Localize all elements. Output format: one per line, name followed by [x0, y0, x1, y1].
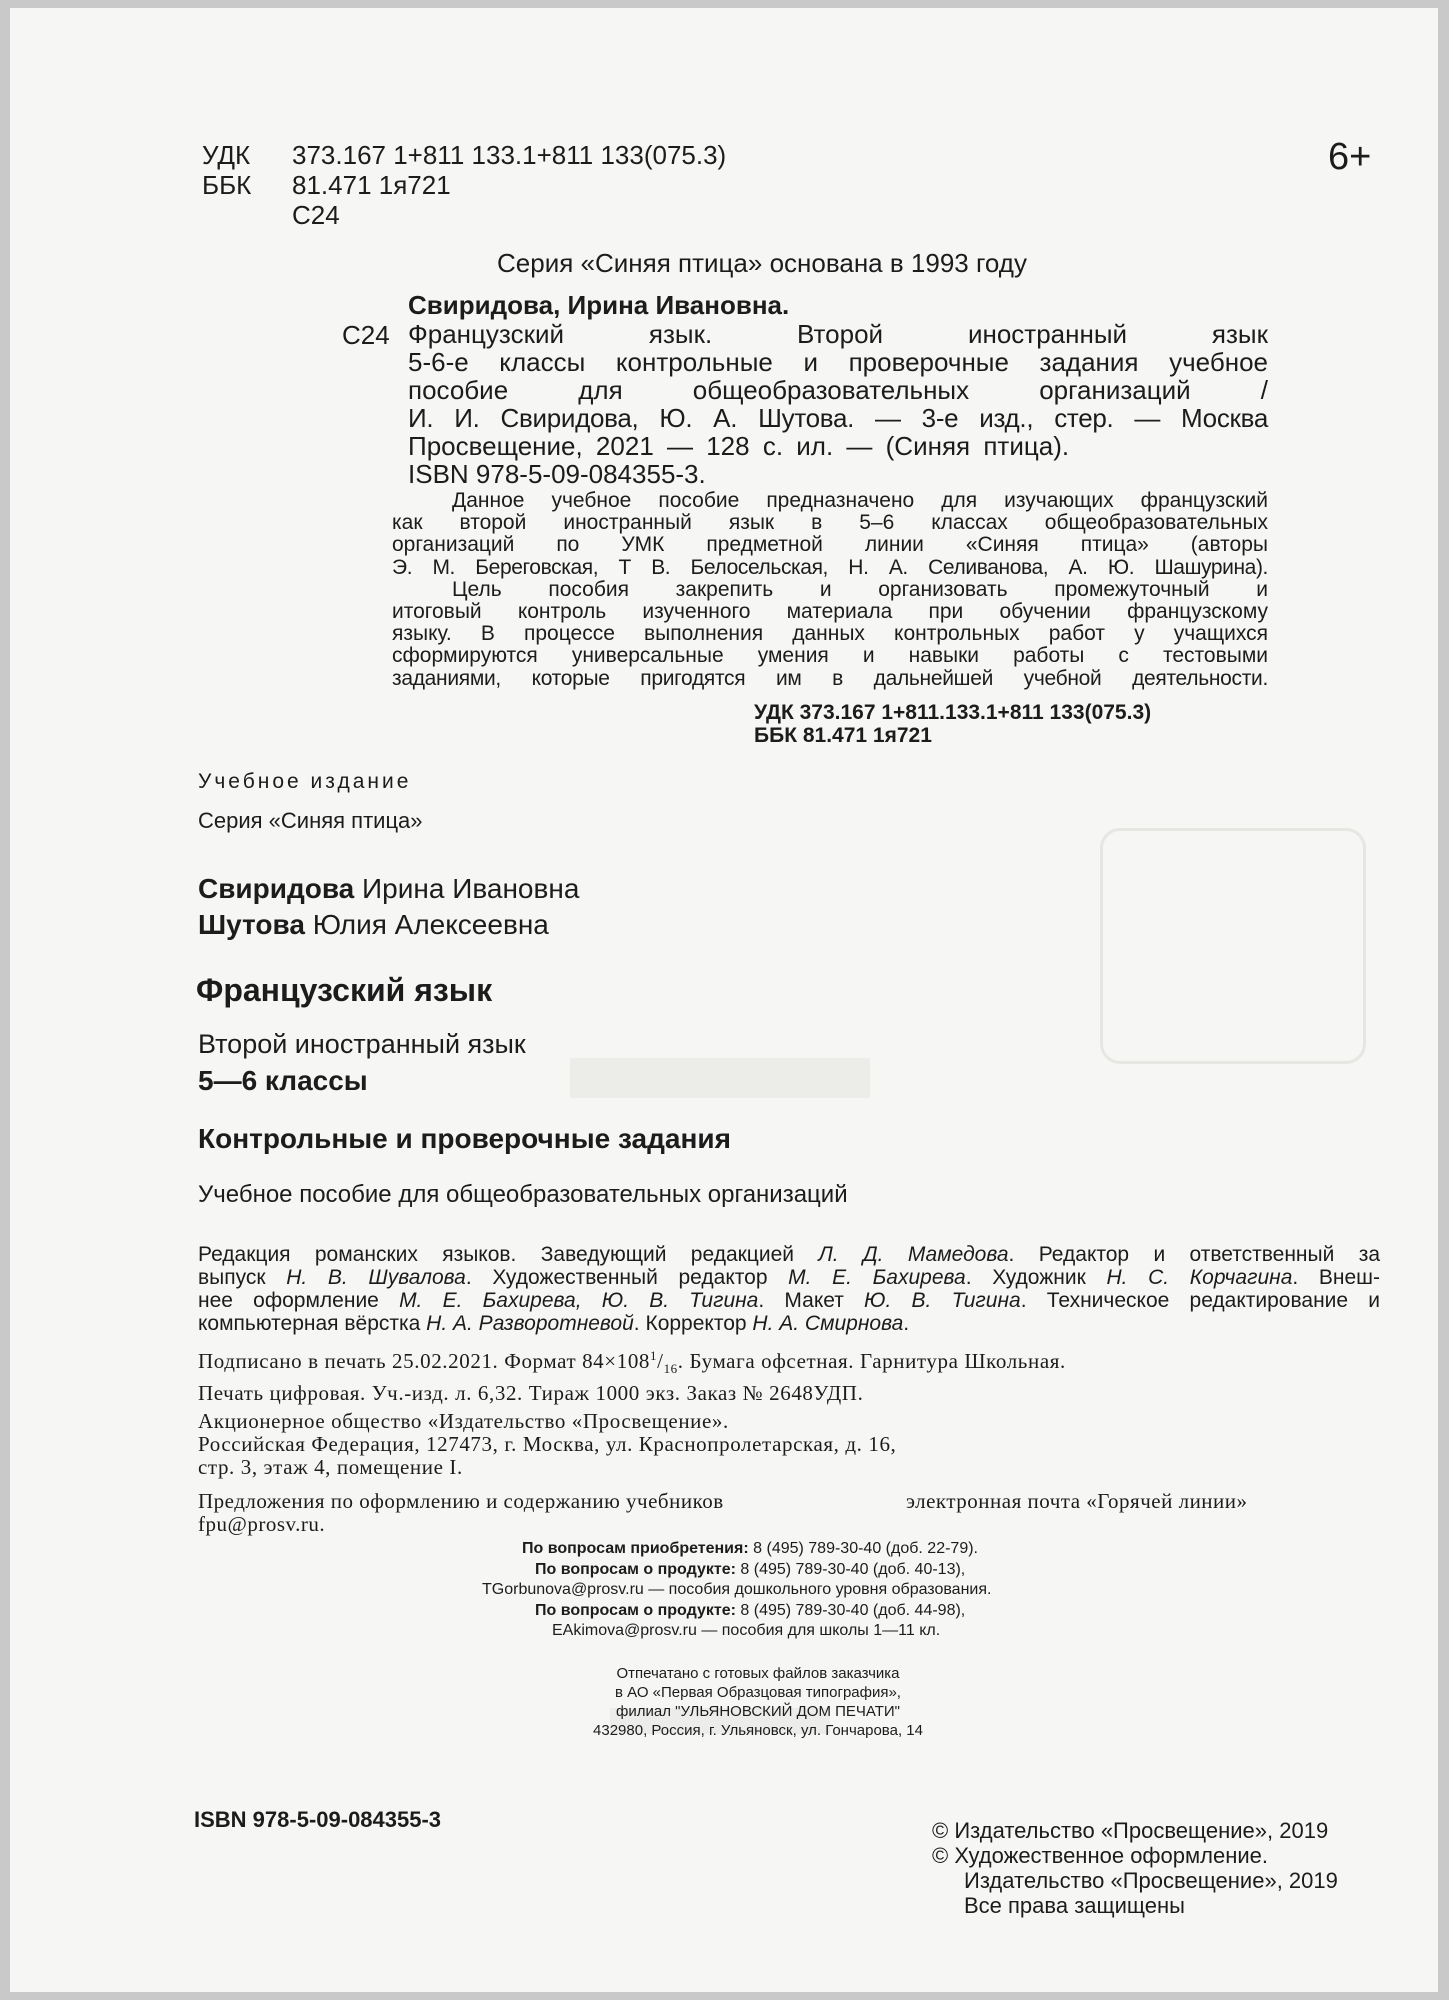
annotation-line: Э. М. Береговская, Т В. Белосельская, Н. А. Селиванова, А. Ю. Шашурина). [392, 555, 1268, 579]
hotline-email: fpu@prosv.ru. [198, 1512, 326, 1536]
contact-line: EAkimova@prosv.ru — пособия для школы 1—11 кл. [552, 1622, 941, 1639]
book-grades: 5—6 классы [198, 1065, 368, 1096]
author-1-surname: Свиридова [198, 873, 355, 904]
udk-label: УДК [202, 140, 251, 170]
contact-line: По вопросам приобретения: 8 (495) 789-30-40 (доб. 22-79). [522, 1540, 978, 1557]
copyright-line: Все права защищены [964, 1893, 1185, 1918]
bbk-value: 81.471 1я721 [292, 170, 451, 200]
catalog-mark: С24 [342, 320, 390, 350]
printer-info [538, 1664, 978, 1740]
print-line-1: Подписано в печать 25.02.2021. Формат 84×108 [198, 1349, 651, 1373]
author-2-name: Юлия Алексеевна [312, 909, 549, 940]
format-fraction-num: 1 [650, 1348, 658, 1363]
edition-series: Серия «Синяя птица» [198, 808, 423, 833]
printer-line: Отпечатано с готовых файлов заказчика [616, 1665, 900, 1682]
contact-line: По вопросам о продукте: 8 (495) 789-30-40 (доб. 44-98), [535, 1601, 966, 1619]
catalog-bbk-footer: ББК 81.471 1я721 [754, 724, 932, 747]
publisher-line: Акционерное общество «Издательство «Просвещение». [198, 1409, 729, 1433]
page [10, 8, 1438, 1992]
annotation-line: языку. В процессе выполнения данных контрольных работ у учащихся [392, 622, 1268, 646]
print-info: Подписано в печать 25.02.2021. Формат $84\times 108^1/_{16}$. Бумага офсетная. Гарнитура Школьная. Печать цифровая. Уч.-изд. л. 6,32. Тираж 1000 экз. Заказ № 2648УДП. [198, 1348, 1066, 1406]
author-1-name: Ирина Ивановна [362, 873, 580, 904]
age-rating: 6+ [1328, 136, 1372, 178]
annotation-line: Данное учебное пособие предназначено для изучающих французский [452, 489, 1268, 512]
book-title: Французский язык [196, 972, 493, 1008]
classification-block [202, 140, 726, 230]
isbn-bottom: ISBN 978-5-09-084355-3 [194, 1807, 442, 1832]
catalog-line: пособие для общеобразовательных организаций / [408, 375, 1268, 405]
book-subtitle: Второй иностранный язык [198, 1029, 526, 1059]
contact-line: TGorbunova@prosv.ru — пособия дошкольного уровня образования. [482, 1581, 992, 1598]
printer-line: филиал "УЛЬЯНОВСКИЙ ДОМ ПЕЧАТИ" [616, 1703, 900, 1720]
annotation-line: заданиями, которые пригодятся им в дальнейшей учебной деятельности. [392, 666, 1268, 690]
copyright-line: © Художественное оформление. [932, 1843, 1268, 1868]
catalog-author-heading: Свиридова, Ирина Ивановна. [408, 290, 790, 320]
annotation-line: как второй иностранный язык в 5–6 классах общеобразовательных [392, 511, 1268, 535]
publisher-info [198, 1410, 896, 1479]
publisher-line: стр. 3, этаж 4, помещение I. [198, 1455, 463, 1479]
catalog-line: Просвещение, 2021 — 128 с. ил. — (Синяя птица). [408, 431, 1070, 461]
catalog-annotation [392, 490, 1268, 690]
credit-line: компьютерная вёрстка Н. А. Разворотневой. Корректор Н. А. Смирнова. [198, 1312, 910, 1335]
annotation-line: Цель пособия закрепить и организовать промежуточный и [452, 577, 1268, 601]
author-2-surname: Шутова [198, 909, 305, 940]
printer-line: в АО «Первая Образцовая типография», [615, 1684, 901, 1701]
copyright [932, 1818, 1338, 1918]
catalog-line: И. И. Свиридова, Ю. А. Шутова. — 3-е изд., стер. — Москва [408, 403, 1268, 433]
credit-line: нее оформление М. Е. Бахирева, Ю. В. Тигина. Макет Ю. В. Тигина. Техническое редактирование и [198, 1289, 1381, 1312]
annotation-line: итоговый контроль изученного материала при обучении французскому [392, 600, 1268, 624]
catalog-udk-footer: УДК 373.167 1+811.133.1+811 133(075.3) [754, 701, 1152, 724]
bbk-label: ББК [202, 170, 252, 200]
copyright-line: © Издательство «Просвещение», 2019 [932, 1818, 1329, 1843]
book-purpose: Учебное пособие для общеобразовательных организаций [198, 1181, 848, 1208]
catalog-line: 5-6-е классы контрольные и проверочные задания учебное [408, 347, 1268, 377]
suggestions-right: электронная почта «Горячей линии» [906, 1489, 1248, 1513]
printer-line: 432980, Россия, г. Ульяновск, ул. Гончарова, 14 [593, 1722, 923, 1739]
edition-type: Учебное издание [198, 770, 412, 793]
author-mark: С24 [292, 200, 340, 230]
suggestions [198, 1490, 1348, 1536]
author-2 [198, 909, 549, 941]
annotation-line: организаций по УМК предметной линии «Синяя птица» (авторы [392, 533, 1268, 557]
catalog-line: Французский язык. Второй иностранный язык [408, 319, 1268, 349]
catalog-isbn: ISBN 978-5-09-084355-3. [408, 459, 706, 489]
print-line-2: Печать цифровая. Уч.-изд. л. 6,32. Тираж 1000 экз. Заказ № 2648УДП. [198, 1381, 864, 1406]
format-fraction-den: 16 [663, 1361, 678, 1377]
author-1 [198, 873, 579, 905]
series-note: Серия «Синяя птица» основана в 1993 году [497, 248, 1027, 278]
credits [198, 1243, 1380, 1335]
contacts [482, 1539, 992, 1642]
catalog-description [408, 320, 1268, 488]
suggestions-left: Предложения по оформлению и содержанию учебников [198, 1489, 724, 1513]
annotation-line: сформируются универсальные умения и навыки работы с тестовыми [392, 644, 1268, 668]
publisher-line: Российская Федерация, 127473, г. Москва, ул. Краснопролетарская, д. 16, [198, 1432, 897, 1456]
book-kind: Контрольные и проверочные задания [198, 1123, 731, 1154]
copyright-line: Издательство «Просвещение», 2019 [964, 1868, 1338, 1893]
contact-line: По вопросам о продукте: 8 (495) 789-30-40 (доб. 40-13), [535, 1560, 966, 1578]
udk-value: 373.167 1+811 133.1+811 133(075.3) [292, 140, 727, 170]
credit-line: Редакция романских языков. Заведующий редакцией Л. Д. Мамедова. Редактор и ответственный за [198, 1243, 1380, 1266]
credit-line: выпуск Н. В. Шувалова. Художественный редактор М. Е. Бахирева. Художник Н. С. Корчагина. Внеш- [198, 1266, 1380, 1289]
print-line-1-tail: . Бумага офсетная. Гарнитура Школьная. [677, 1349, 1066, 1373]
